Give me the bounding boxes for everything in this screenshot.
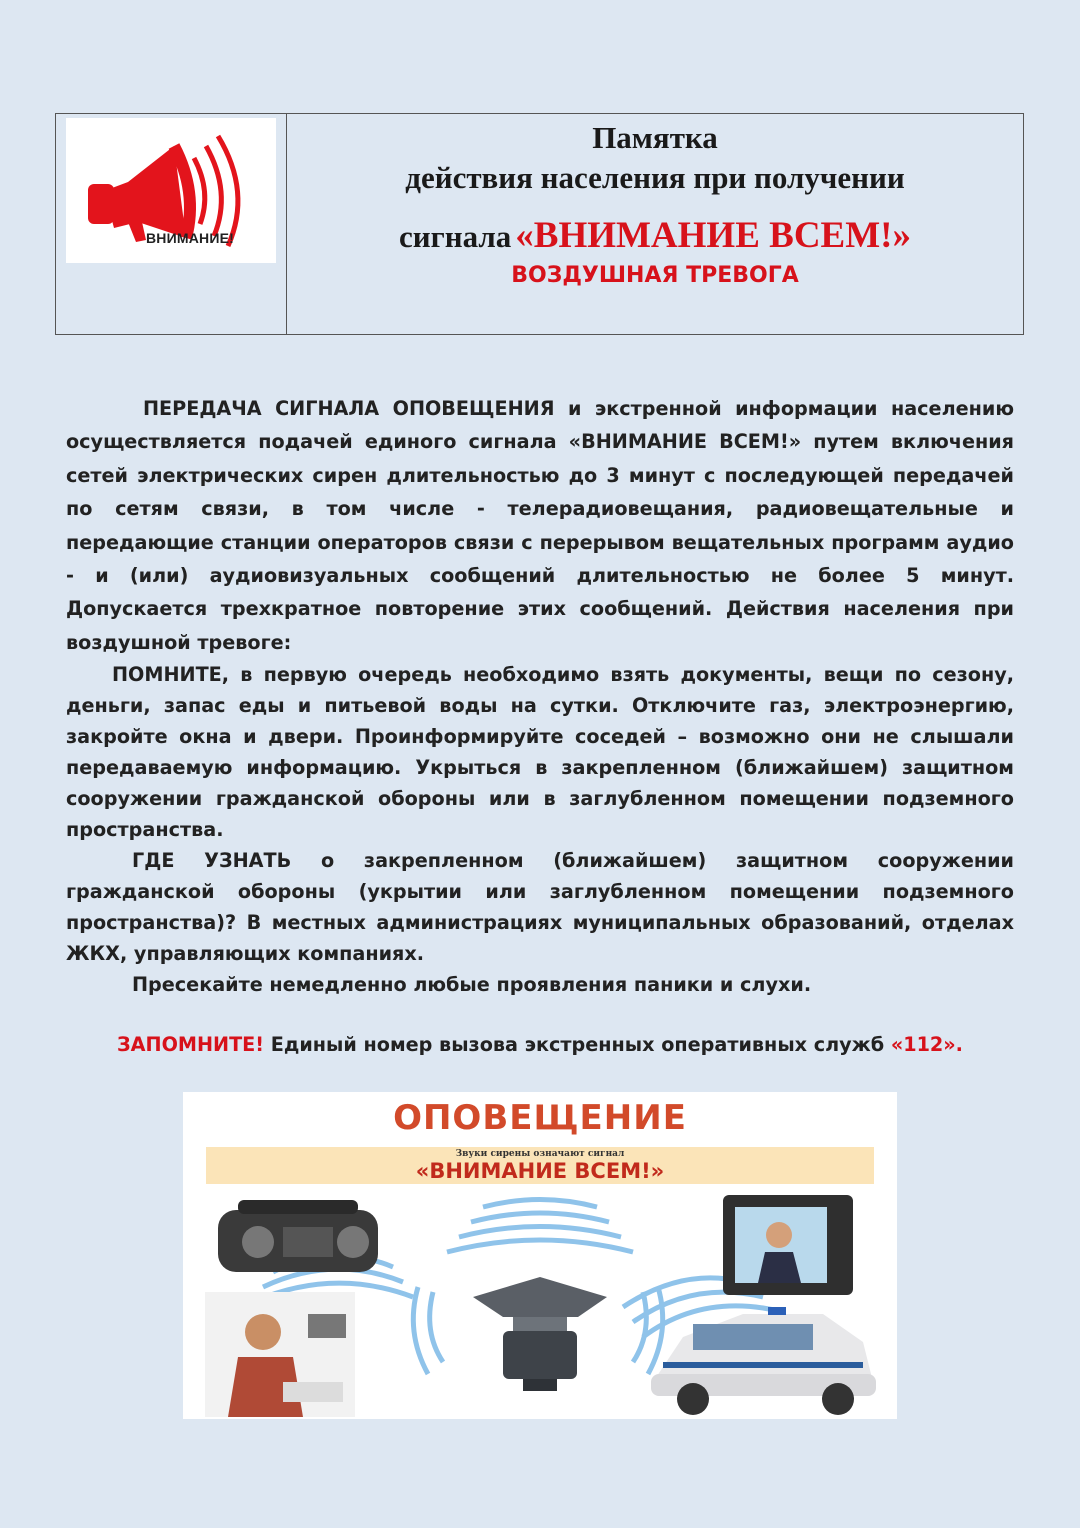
poster-subtitle: Звуки сирены означают сигнал — [455, 1149, 625, 1159]
header-table — [55, 113, 1024, 335]
radio-icon — [218, 1200, 378, 1272]
police-car-icon — [651, 1307, 876, 1415]
notification-poster — [183, 1092, 897, 1419]
subtitle-air-alert: ВОЗДУШНАЯ ТРЕВОГА — [511, 263, 799, 288]
paragraph-panic: Пресекайте немедленно любые проявления паники и слухи. — [132, 973, 812, 997]
poster-signal: «ВНИМАНИЕ ВСЕМ!» — [415, 1159, 665, 1183]
body-text — [66, 392, 1014, 1000]
title-line2: действия населения при получении — [405, 160, 905, 195]
operator-icon — [205, 1292, 355, 1417]
logo-text: ВНИМАНИЕ! — [146, 230, 235, 246]
title-line3 — [287, 214, 1023, 257]
remember-text: Единый номер вызова экстренных оперативных служб — [264, 1033, 891, 1056]
poster-illustration — [183, 1092, 897, 1419]
poster-title: ОПОВЕЩЕНИЕ — [393, 1098, 687, 1138]
title-signal-prefix: сигнала — [399, 219, 512, 254]
paragraph-signal-transmission: ПЕРЕДАЧА СИГНАЛА ОПОВЕЩЕНИЯ и экстренной информации населению осуществляется подачей единого сигнала «ВНИМАНИЕ ВСЕМ!» путем включения сетей электрических сирен длительностью до 3 минут с последующей передачей по сетям связи, в том числе - телерадиовещания, радиовещательные и передающие станции операторов связи с перерывом вещательных программ аудио - и (или) аудиовизуальных сообщений длительностью не более 5 минут. Допускается трехкратное повторение этих сообщений. Действия населения при воздушной тревоге: — [66, 397, 1014, 654]
paragraph-where-to-find: ГДЕ УЗНАТЬ о закрепленном (ближайшем) защитном сооружении гражданской обороны (укрытии или заглубленном помещении подземного пространства)? В местных администрациях муниципальных образований, отделах ЖКХ, управляющих компаниях. — [66, 849, 1014, 966]
remember-label: ЗАПОМНИТЕ! — [117, 1033, 265, 1056]
tv-icon — [723, 1195, 853, 1295]
title-cell — [287, 114, 1023, 334]
poster-band — [206, 1147, 874, 1184]
attention-logo — [66, 118, 276, 263]
paragraph-remember-actions: ПОМНИТЕ, в первую очередь необходимо взять документы, вещи по сезону, деньги, запас еды и питьевой воды на сутки. Отключите газ, электроэнергию, закройте окна и двери. Проинформируйте соседей – возможно они не слышали передаваемую информацию. Укрыться в закрепленном (ближайшем) защитном сооружении гражданской обороны или в заглубленном помещении подземного пространства. — [66, 663, 1014, 842]
logo-cell — [56, 114, 287, 334]
title-memo: Памятка — [592, 120, 718, 155]
title-signal-name: «ВНИМАНИЕ ВСЕМ!» — [515, 215, 911, 256]
siren-icon — [473, 1277, 607, 1391]
emergency-number-line — [0, 1033, 1080, 1056]
emergency-number: «112». — [890, 1033, 963, 1056]
